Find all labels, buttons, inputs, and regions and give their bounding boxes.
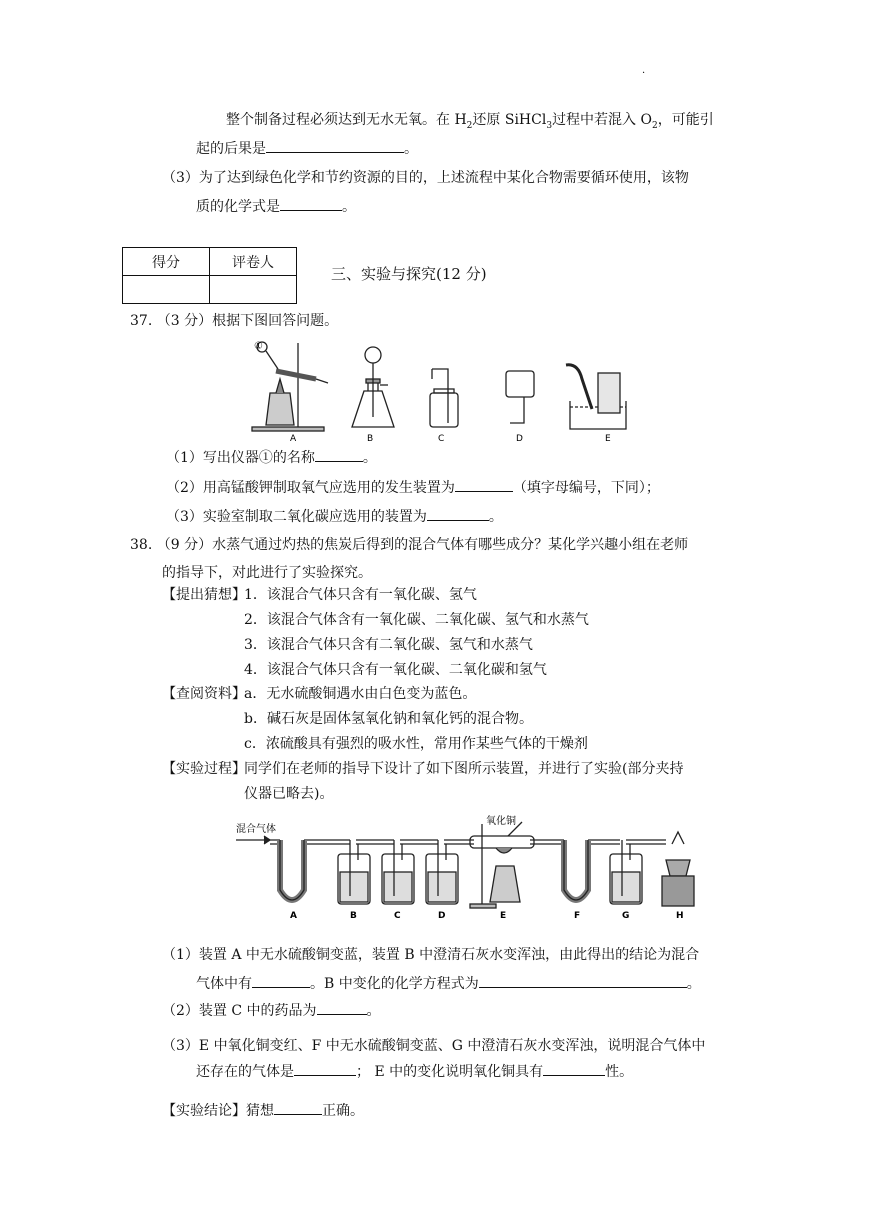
answer-blank[interactable] [266,138,404,153]
q36-text: 整个制备过程必须达到无水无氧。在 H [226,112,467,128]
grader-cell[interactable] [210,276,297,304]
q38-text: 。 [686,976,701,992]
q38-apparatus-figure [234,814,700,922]
q38-text: 性。 [605,1064,634,1080]
answer-blank[interactable] [274,1100,322,1115]
fig-label-F: F [574,911,581,921]
fig-label-C: C [394,911,401,921]
fig-label-B: B [350,911,357,921]
label-D: D [516,434,523,444]
q38-text: ； E 中的变化说明氧化铜具有 [356,1064,544,1080]
guess-item: 3．该混合气体只含有二氧化碳、氢气和水蒸气 [244,637,533,653]
q37-p3 [166,506,503,527]
q38-stem-line2: 的指导下，对此进行了实验探究。 [162,565,372,581]
q36-text: ，可能引 [657,112,714,128]
q36-text: 。 [404,141,418,157]
section-title: 三、实验与探究(12 分) [331,265,487,283]
q36-text: 过程中若混入 O [552,112,652,128]
q38-p3-line1: （3）E 中氧化铜变红、F 中无水硫酸铜变蓝、G 中澄清石灰水变浑浊，说明混合气体中 [162,1038,706,1054]
answer-blank[interactable] [455,477,513,492]
label-B: B [367,434,374,444]
q38-stem-line1: 38. （9 分）水蒸气通过灼热的焦炭后得到的混合气体有哪些成分？某化学兴趣小组在老师 [130,537,689,553]
q37-text: （2）用高锰酸钾制取氧气应选用的发生装置为 [166,480,455,496]
q37-text: （填字母编号，下同）； [512,480,660,496]
q38-p1-line2 [196,973,701,994]
q36-text: 。 [342,199,356,215]
q36-text: 质的化学式是 [196,199,280,215]
q37-apparatus-figure [248,335,628,445]
subscript: 3 [546,120,553,131]
grader-header: 评卷人 [210,248,297,276]
cuo-label: 氧化铜 [486,816,516,827]
ref-label: 【查阅资料】 [162,686,246,702]
score-cell[interactable] [123,276,210,304]
q38-text: 【实验结论】猜想 [162,1103,274,1119]
process-line1: 同学们在老师的指导下设计了如下图所示装置，并进行了实验(部分夹持 [244,761,684,777]
page-mark: · [642,68,646,79]
q37-text: （3）实验室制取二氧化碳应选用的装置为 [166,509,427,525]
fig-label-D: D [438,911,446,921]
label-A: A [290,434,297,444]
q37-text: （1）写出仪器①的名称 [166,450,315,466]
answer-blank[interactable] [479,973,687,988]
guess-item: 1．该混合气体只含有一氧化碳、氢气 [244,587,477,603]
guess-item: 2．该混合气体含有一氧化碳、二氧化碳、氢气和水蒸气 [244,612,589,628]
q37-stem: 37. （3 分）根据下图回答问题。 [130,313,339,329]
q38-text: 正确。 [322,1103,364,1119]
q36-text: 还原 SiHCl [472,112,547,128]
q37-p2 [166,477,660,498]
fig-label-A: A [290,911,297,921]
q36-line1 [226,110,714,130]
guess-item: 4．该混合气体只含有一氧化碳、二氧化碳和氢气 [244,662,547,678]
q38-p2 [162,1000,381,1021]
q37-p1 [166,447,377,468]
q38-text: 气体中有 [196,976,252,992]
subscript: 2 [652,120,658,131]
q36-text: 起的后果是 [196,141,266,157]
q37-circled-one: ① [254,341,263,352]
process-line2: 仪器已略去)。 [244,786,334,802]
process-label: 【实验过程】 [162,761,246,777]
q38-text: 还存在的气体是 [196,1064,294,1080]
answer-blank[interactable] [252,973,310,988]
q37-text: 。 [488,509,503,525]
answer-blank[interactable] [315,447,363,462]
q36-p3-line1: （3）为了达到绿色化学和节约资源的目的，上述流程中某化合物需要循环使用，该物 [162,170,689,186]
answer-blank[interactable] [294,1061,356,1076]
gas-label: 混合气体 [236,824,276,835]
q37-text: 。 [362,450,377,466]
q36-p3-line2 [196,196,356,217]
q38-text: 。 [366,1003,381,1019]
ref-item: b．碱石灰是固体氢氧化钠和氧化钙的混合物。 [244,711,533,727]
q38-text: 。B 中变化的化学方程式为 [310,976,479,992]
answer-blank[interactable] [543,1061,605,1076]
answer-blank[interactable] [317,1000,367,1015]
answer-blank[interactable] [427,506,489,521]
guess-label: 【提出猜想】 [162,587,246,603]
score-table [122,247,297,304]
q38-text: （2）装置 C 中的药品为 [162,1003,317,1019]
fig-label-G: G [622,911,630,921]
ref-item: a．无水硫酸铜遇水由白色变为蓝色。 [244,686,477,702]
ref-item: c．浓硫酸具有强烈的吸水性，常用作某些气体的干燥剂 [244,736,588,752]
q36-line2 [196,138,418,159]
score-header: 得分 [123,248,210,276]
label-C: C [438,434,445,444]
answer-blank[interactable] [280,196,342,211]
fig-label-E: E [500,911,507,921]
fig-label-H: H [676,911,684,921]
subscript: 2 [466,120,473,131]
q38-p1-line1: （1）装置 A 中无水硫酸铜变蓝，装置 B 中澄清石灰水变浑浊，由此得出的结论为混合 [162,947,700,963]
conclusion-line [162,1100,364,1121]
q38-p3-line2 [196,1061,633,1082]
label-E: E [605,434,611,444]
